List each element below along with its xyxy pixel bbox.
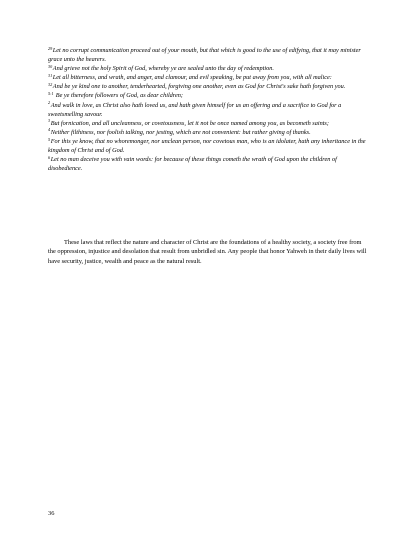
verse-number: 30	[48, 63, 53, 69]
verse-text: Neither filthiness, nor foolish talking, nor jesting, which are not convenient: but rather giving of thanks.	[50, 128, 311, 136]
verse-3	[48, 119, 370, 128]
verse-number: 2	[48, 100, 51, 106]
verse-5	[48, 137, 370, 155]
verse-number: 29	[48, 45, 53, 51]
verse-number: 3	[48, 118, 51, 124]
verse-6	[48, 155, 370, 173]
verse-4	[48, 128, 370, 137]
verse-number: 5:1	[48, 91, 54, 97]
verse-number: 5	[48, 136, 51, 142]
verse-number: 31	[48, 72, 53, 78]
verse-31	[48, 73, 370, 82]
verse-text: Be ye therefore followers of God, as dear children;	[55, 92, 183, 100]
verse-29	[48, 46, 370, 64]
verse-5-1	[48, 91, 370, 100]
verse-text: For this ye know, that no whoremonger, nor unclean person, nor covetous man, who is an idolater, hath any inheritance in the kingdom of Christ and of God.	[48, 137, 366, 155]
body-paragraph: These laws that reflect the nature and character of Christ are the foundations of a healthy society, a society free from the oppression, injustice and desolation that result from unbridled sin. Any people that honor Yahweh in their daily lives will have security, justice, wealth and peace as the natural result.	[48, 239, 367, 265]
verse-text: And walk in love, as Christ also hath loved us, and hath given himself for us an offering and a sacrifice to God for a sweetsmelling savour.	[48, 101, 342, 118]
verse-number: 32	[48, 81, 53, 87]
scripture-quotation	[48, 46, 370, 173]
verse-text: And grieve not the holy Spirit of God, whereby ye are sealed unto the day of redemption.	[52, 65, 274, 73]
verse-text: And be ye kind one to another, tenderhearted, forgiving one another, even as God for Christ's sake hath forgiven you.	[52, 83, 346, 91]
verse-number: 4	[48, 127, 51, 133]
verse-text: But fornication, and all uncleanness, or covetousness, let it not be once named among you, as becometh saints;	[50, 119, 329, 127]
verse-number: 6	[48, 154, 51, 160]
verse-32	[48, 82, 370, 91]
verse-2	[48, 101, 370, 119]
verse-text: Let all bitterness, and wrath, and anger, and clamour, and evil speaking, be put away from you, with all malice:	[52, 74, 332, 82]
verse-text: Let no man deceive you with vain words: for because of these things cometh the wrath of God upon the children of disobedience.	[48, 156, 337, 173]
verse-30	[48, 64, 370, 73]
verse-text: Let no corrupt communication proceed out of your mouth, but that which is good to the use of edifying, that it may minister grace unto the hearers.	[48, 47, 361, 64]
page-number: 36	[48, 510, 55, 517]
